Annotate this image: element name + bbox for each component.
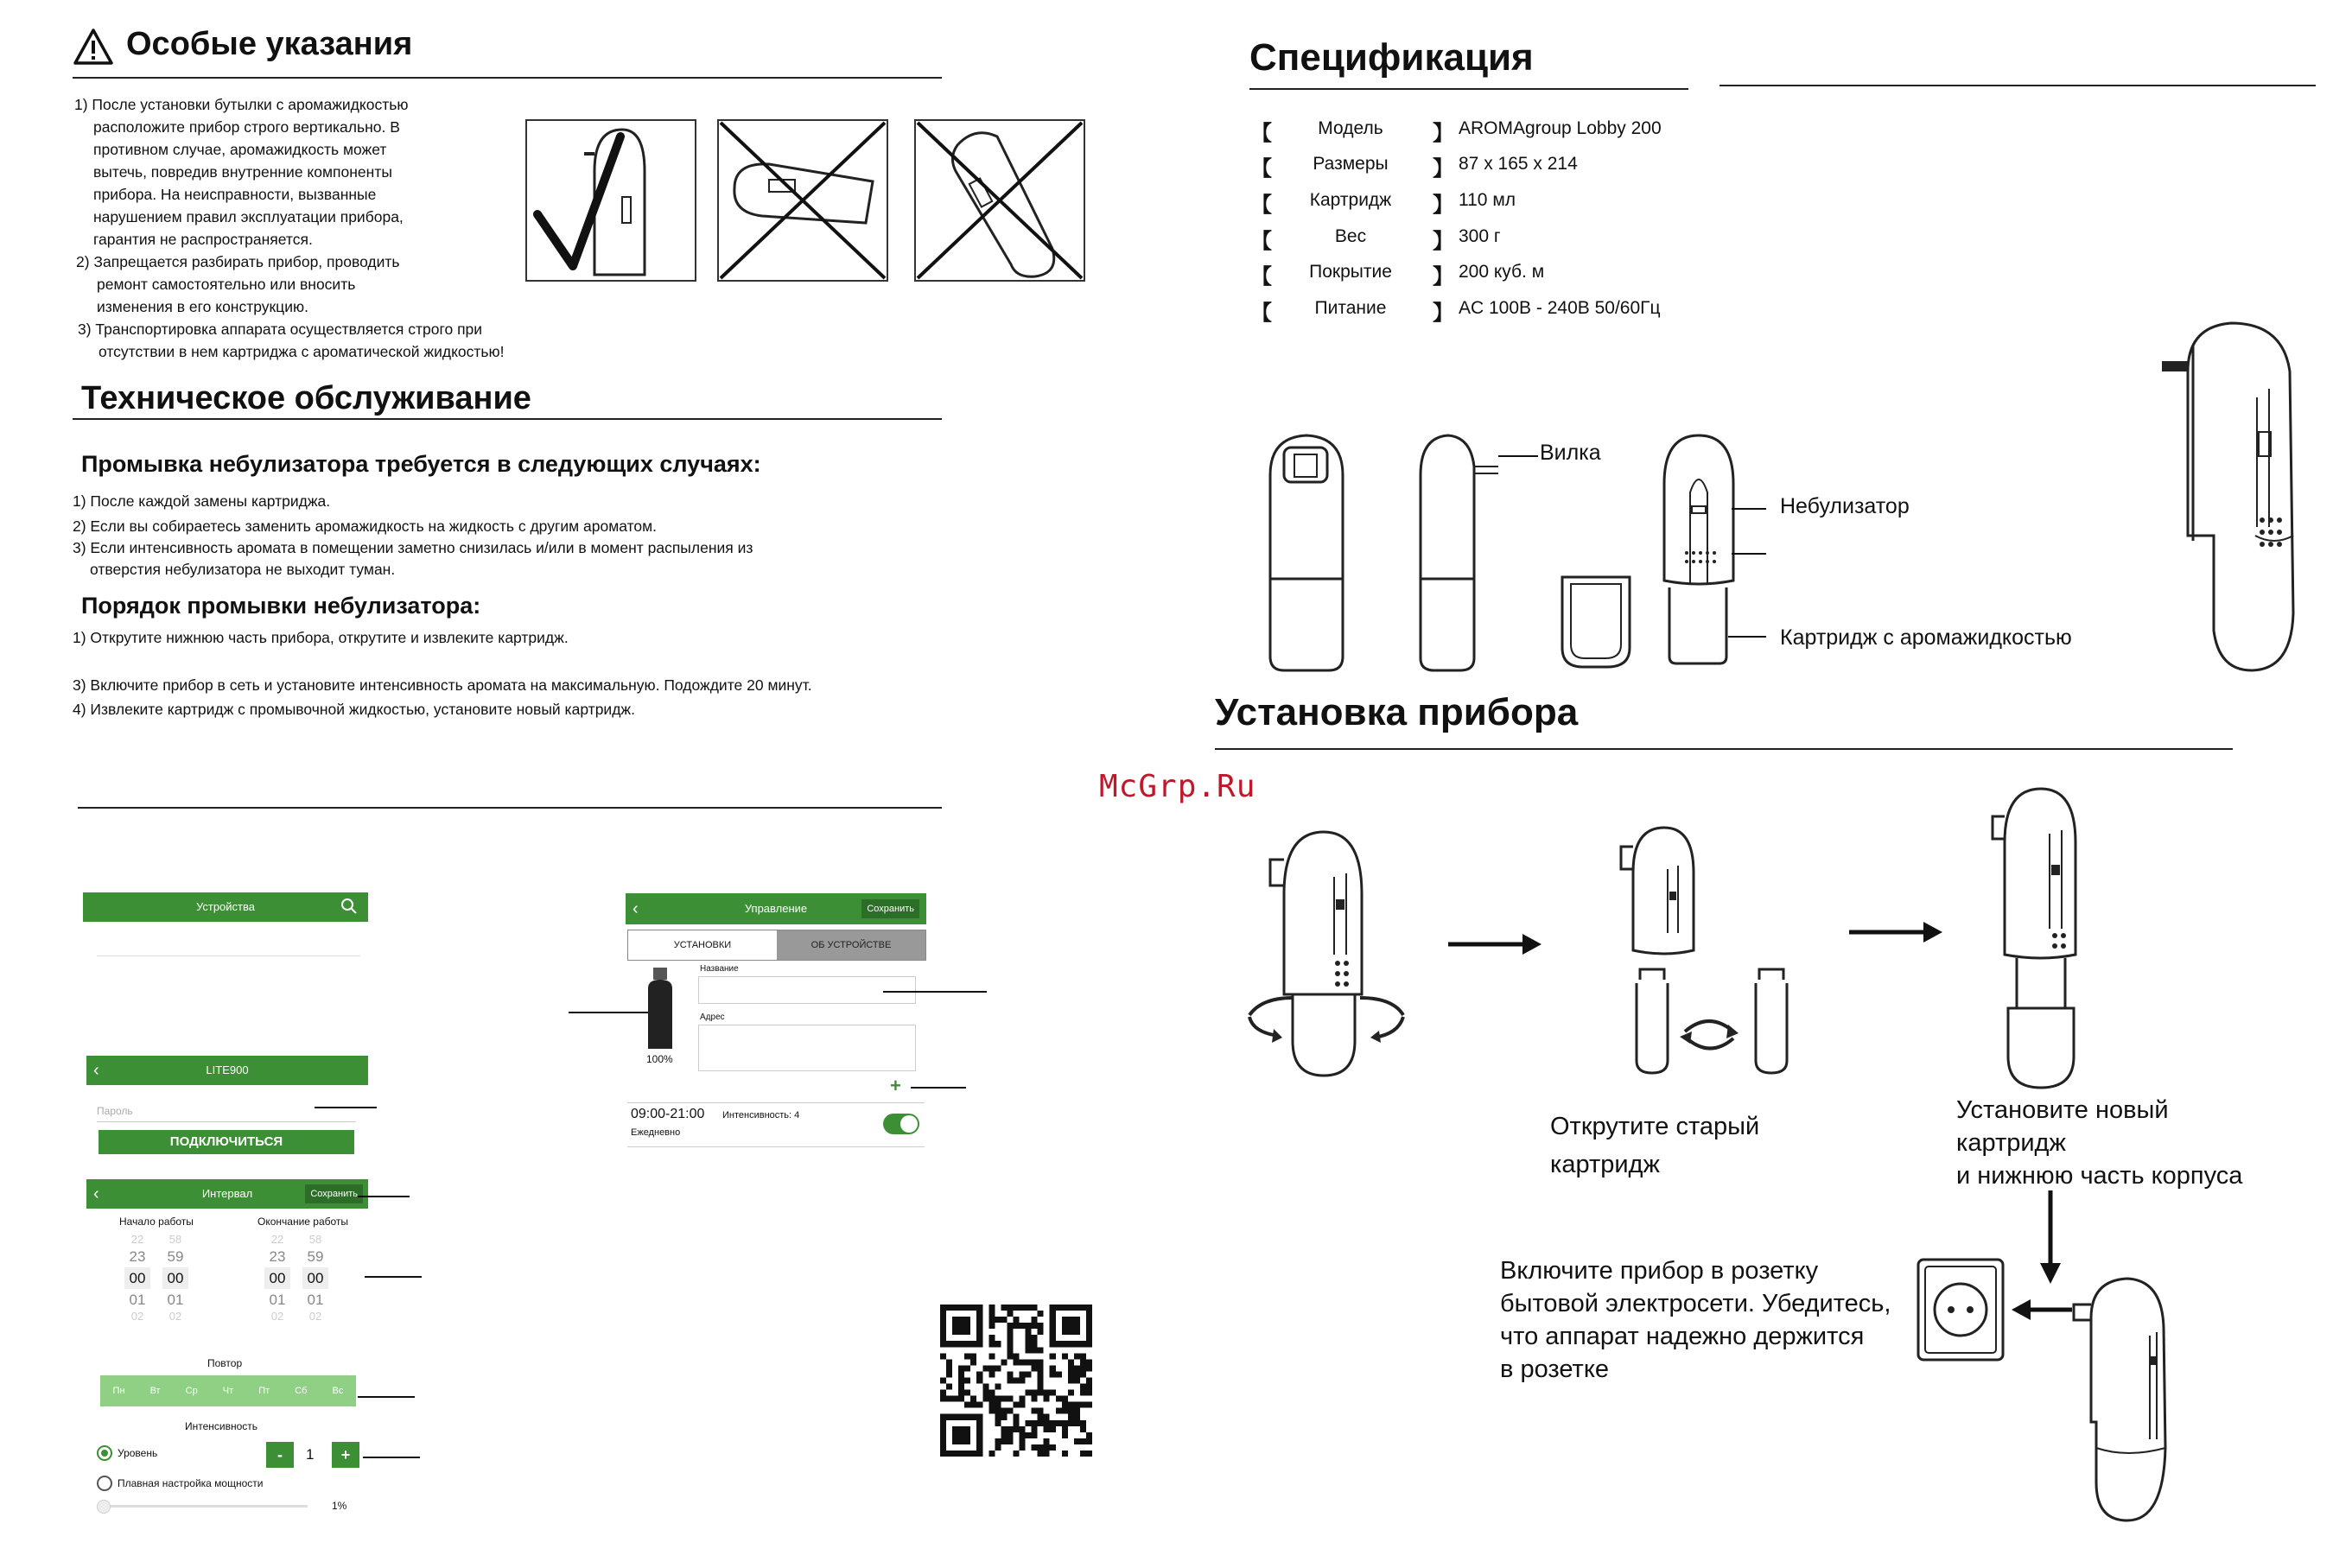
- spec-title: Спецификация: [1249, 36, 1534, 79]
- spec-row: 【 Модель 】 AROMAgroup Lobby 200: [1251, 118, 1662, 145]
- callout-line: [315, 1107, 377, 1108]
- cartridge-label: Картридж с аромажидкостью: [1780, 625, 2072, 650]
- smooth-value: 1%: [332, 1500, 347, 1512]
- divider: [78, 807, 942, 809]
- wrong-orientation-tilted: [914, 119, 1085, 282]
- device-front-illustration: [1265, 432, 1348, 674]
- spec-row: 【 Покрытие 】 200 куб. м: [1251, 262, 1545, 289]
- save-button[interactable]: Сохранить: [305, 1184, 363, 1203]
- minus-button[interactable]: -: [266, 1442, 294, 1468]
- list-item: прибора. На неисправности, вызванные: [93, 186, 377, 203]
- list-item: ремонт самостоятельно или вносить: [97, 276, 356, 293]
- callout-line: [365, 1276, 422, 1278]
- step1-caption: Открутите старый картридж: [1550, 1113, 1760, 1178]
- nebulizer-label: Небулизатор: [1780, 494, 1910, 518]
- list-item: противном случае, аромажидкость может: [93, 141, 387, 158]
- level-label: Уровень: [118, 1447, 158, 1459]
- divider: [73, 418, 942, 420]
- control-tabs: [627, 930, 926, 961]
- spec-label: Покрытие: [1309, 262, 1392, 282]
- qr-code: [940, 1305, 1092, 1457]
- day-toggle[interactable]: Ср: [185, 1386, 198, 1396]
- spec-value: AROMAgroup Lobby 200: [1459, 118, 1662, 138]
- spec-row: 【 Размеры 】 87 x 165 x 214: [1251, 154, 1578, 181]
- nebulizer-callout-line-2: [1732, 553, 1766, 555]
- step2-caption: Установите новый картридж и нижнюю часть корпуса: [1956, 1096, 2243, 1190]
- plus-button[interactable]: +: [332, 1442, 359, 1468]
- list-item: 3) Транспортировка аппарата осуществляется строго при: [78, 321, 483, 338]
- watermark: McGrp.Ru: [1099, 769, 1256, 804]
- devices-header: [83, 892, 368, 922]
- exploded-device-illustration: [1555, 432, 1745, 674]
- password-input[interactable]: [97, 1101, 356, 1122]
- step3-caption: Включите прибор в розетку бытовой электросети. Убедитесь, что аппарат надежно держится в розетке: [1500, 1257, 1891, 1383]
- special-title: Особые указания: [126, 26, 413, 62]
- divider: [1215, 748, 2233, 750]
- divider: [97, 955, 360, 956]
- arrow-left-icon: [2010, 1298, 2072, 1322]
- schedule-time: 09:00-21:00: [631, 1107, 705, 1121]
- callout-line: [569, 1012, 648, 1013]
- tab-about[interactable]: ОБ УСТРОЙСТВЕ: [777, 930, 925, 960]
- cartridge-callout-line: [1728, 636, 1766, 638]
- smooth-slider[interactable]: [100, 1505, 308, 1508]
- warning-icon: [73, 28, 114, 66]
- order-step-4: 4) Извлеките картридж с промывочной жидкостью, установите новый картридж.: [73, 701, 635, 718]
- interval-title: Интервал: [201, 1187, 253, 1200]
- bottle-level: 100%: [646, 1053, 673, 1065]
- callout-line: [358, 1196, 410, 1197]
- spec-label: Вес: [1334, 226, 1367, 246]
- name-label: Название: [700, 964, 739, 974]
- callout-line: [363, 1457, 420, 1458]
- start-hour-picker[interactable]: 22 23 00 01 02: [124, 1234, 150, 1323]
- install-title: Установка прибора: [1215, 691, 1579, 733]
- device-plugged-illustration: [2070, 1275, 2174, 1526]
- callout-line: [911, 1087, 966, 1089]
- divider: [73, 77, 942, 79]
- day-toggle[interactable]: Пт: [258, 1386, 270, 1396]
- device-side-small-illustration: [1414, 432, 1500, 674]
- arrow-right-icon: [1448, 931, 1543, 957]
- list-item: отверстия небулизатора не выходит туман.: [90, 561, 396, 578]
- end-minute-picker[interactable]: 58 59 00 01 02: [302, 1234, 328, 1323]
- arrow-right-icon: [1849, 919, 1944, 945]
- spec-label: Размеры: [1313, 154, 1389, 174]
- smooth-radio[interactable]: [97, 1476, 112, 1491]
- list-item: вытечь, повредив внутренние компоненты: [93, 163, 392, 181]
- list-item: 2) Если вы собираетесь заменить аромажидкость на жидкость с другим ароматом.: [73, 517, 658, 535]
- schedule-intensity: Интенсивность: 4: [722, 1110, 800, 1120]
- devices-title: Устройства: [195, 900, 255, 913]
- interval-header: [86, 1179, 368, 1209]
- day-toggle[interactable]: Вс: [332, 1386, 344, 1396]
- special-list: [74, 93, 575, 363]
- swap-cartridge-illustration: [1616, 821, 1815, 1080]
- plug-label: Вилка: [1540, 441, 1601, 465]
- spec-value: 87 x 165 x 214: [1459, 154, 1578, 174]
- list-item: нарушением правил эксплуатации прибора,: [93, 208, 404, 225]
- correct-orientation-illustration: [525, 119, 696, 282]
- list-item: изменения в его конструкцию.: [97, 298, 308, 315]
- intensity-label: Интенсивность: [185, 1420, 258, 1432]
- control-header: [626, 893, 926, 924]
- spec-label: Питание: [1314, 298, 1387, 318]
- list-item: расположите прибор строго вертикально. В: [93, 118, 400, 136]
- days-row: [100, 1375, 356, 1406]
- search-icon[interactable]: [340, 898, 358, 915]
- list-item: 1) После каждой замены картриджа.: [73, 492, 331, 510]
- plug-callout-line: [1498, 455, 1538, 457]
- callout-line: [883, 991, 987, 993]
- device-side-illustration: [2153, 320, 2311, 674]
- list-item: отсутствии в нем картриджа с ароматической жидкостью!: [99, 343, 505, 360]
- start-minute-picker[interactable]: 58 59 00 01 02: [162, 1234, 188, 1323]
- assembled-device-illustration: [1987, 782, 2091, 1093]
- callout-line: [358, 1396, 415, 1398]
- wrong-orientation-horizontal: [717, 119, 888, 282]
- spec-label: Модель: [1318, 118, 1383, 138]
- maintenance-subtitle: Промывка небулизатора требуется в следующих случаях:: [81, 451, 761, 477]
- spec-row: 【 Вес 】 300 г: [1251, 226, 1501, 253]
- maintenance-title: Техническое обслуживание: [81, 380, 531, 416]
- level-radio[interactable]: [97, 1445, 112, 1461]
- control-title: Управление: [744, 902, 808, 915]
- list-item: 2) Запрещается разбирать прибор, проводить: [76, 253, 400, 270]
- spec-value: 200 куб. м: [1459, 262, 1545, 282]
- back-icon[interactable]: ‹: [93, 1184, 99, 1203]
- name-input[interactable]: [698, 976, 916, 1004]
- unscrew-bottom-illustration: [1244, 825, 1408, 1084]
- spec-row: 【 Питание 】 AC 100В - 240В 50/60Гц: [1251, 298, 1661, 325]
- wall-socket-illustration: [1917, 1258, 2005, 1362]
- day-toggle[interactable]: Сб: [295, 1386, 308, 1396]
- start-label: Начало работы: [119, 1216, 194, 1228]
- schedule-toggle[interactable]: [883, 1114, 919, 1134]
- order-step-1: 1) Открутите нижнюю часть прибора, открутите и извлеките картридж.: [73, 629, 569, 646]
- order-step-3: 3) Включите прибор в сеть и установите интенсивность аромата на максимальную. Подождите 20 минут.: [73, 676, 812, 694]
- spec-label: Картридж: [1309, 190, 1392, 210]
- spec-value: AC 100В - 240В 50/60Гц: [1459, 298, 1661, 318]
- day-toggle[interactable]: Пн: [112, 1386, 125, 1396]
- address-label: Адрес: [700, 1013, 725, 1022]
- tab-settings[interactable]: УСТАНОВКИ: [628, 930, 777, 960]
- add-icon[interactable]: +: [890, 1075, 901, 1096]
- schedule-repeat: Ежедневно: [631, 1127, 681, 1138]
- divider: [1249, 88, 1688, 90]
- spec-row: 【 Картридж 】 110 мл: [1251, 190, 1516, 217]
- schedule-row[interactable]: [627, 1102, 925, 1147]
- end-hour-picker[interactable]: 22 23 00 01 02: [264, 1234, 290, 1323]
- list-item: 1) После установки бутылки с аромажидкостью: [74, 96, 409, 113]
- device-header: [86, 1056, 368, 1085]
- back-icon[interactable]: ‹: [632, 899, 639, 918]
- repeat-label: Повтор: [207, 1357, 243, 1369]
- level-value: 1: [306, 1446, 315, 1463]
- connect-button[interactable]: ПОДКЛЮЧИТЬСЯ: [99, 1130, 354, 1154]
- day-toggle[interactable]: Вт: [149, 1386, 161, 1396]
- back-icon[interactable]: ‹: [93, 1061, 99, 1080]
- spec-value: 110 мл: [1459, 190, 1516, 210]
- list-item: 3) Если интенсивность аромата в помещении заметно снизилась и/или в момент распыления из: [73, 539, 753, 556]
- day-toggle[interactable]: Чт: [222, 1386, 234, 1396]
- password-placeholder: Пароль: [97, 1105, 133, 1117]
- maintenance-cases: [73, 491, 937, 581]
- divider: [1720, 85, 2316, 86]
- device-name: LITE900: [206, 1063, 249, 1076]
- spec-value: 300 г: [1459, 226, 1501, 246]
- nebulizer-callout-line: [1732, 508, 1766, 510]
- end-label: Окончание работы: [257, 1216, 349, 1228]
- save-button[interactable]: Сохранить: [861, 899, 919, 918]
- order-title: Порядок промывки небулизатора:: [81, 593, 481, 619]
- smooth-label: Плавная настройка мощности: [118, 1477, 264, 1489]
- list-item: гарантия не распространяется.: [93, 231, 313, 248]
- arrow-down-icon: [2037, 1190, 2063, 1286]
- address-input[interactable]: [698, 1025, 916, 1071]
- bottle-icon: [645, 966, 676, 1051]
